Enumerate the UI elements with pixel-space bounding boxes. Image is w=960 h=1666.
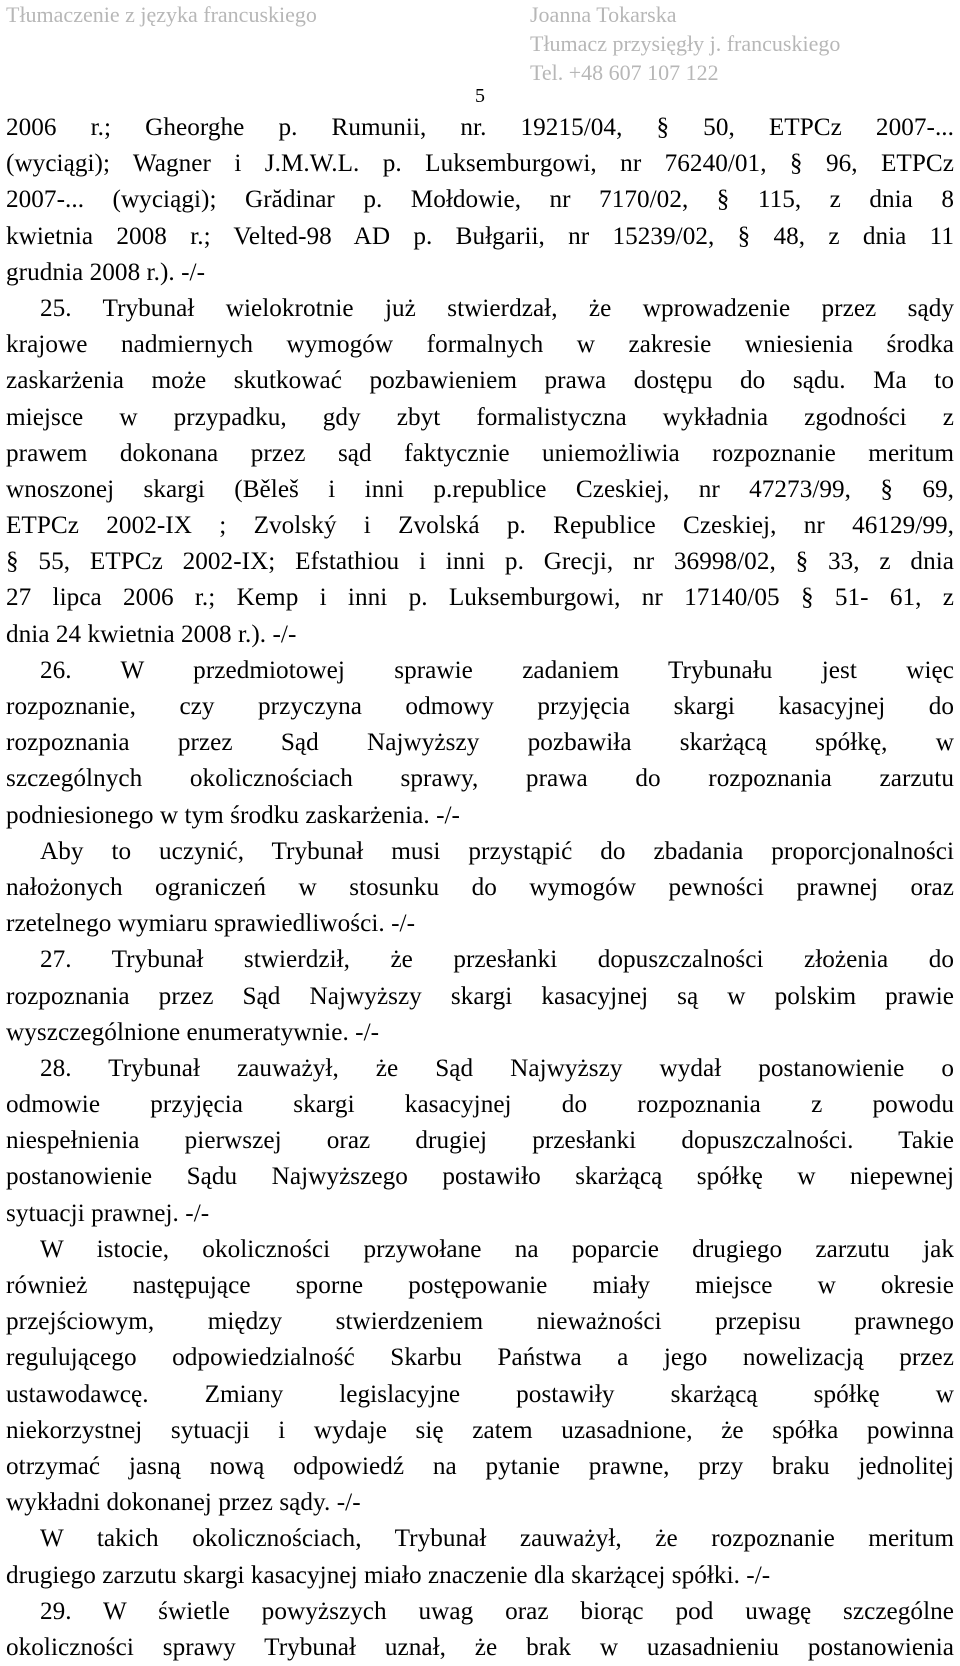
text-line: odmowie przyjęcia skargi kasacyjnej do rozpoznania z powodu	[6, 1091, 954, 1119]
text-line: 29. W świetle powyższych uwag oraz biorąc pod uwagę szczególne	[40, 1597, 954, 1625]
text-line: 27 lipca 2006 r.; Kemp i inni p. Luksemburgowi, nr 17140/05 § 51- 61, z	[6, 584, 954, 612]
text-line: grudnia 2008 r.). -/-	[6, 258, 206, 286]
page-number: 5	[475, 85, 485, 107]
document-body	[6, 110, 954, 1666]
text-line: ustawodawcę. Zmiany legislacyjne postawiły skarżącą spółkę w	[6, 1380, 954, 1408]
text-line: podniesionego w tym środku zaskarżenia. -/-	[6, 801, 460, 829]
text-line: 27. Trybunał stwierdził, że przesłanki dopuszczalności złożenia do	[40, 946, 954, 974]
text-line: § 55, ETPCz 2002-IX; Efstathiou i inni p. Grecji, nr 36998/02, § 33, z dnia	[6, 548, 954, 576]
text-line: okoliczności sprawy Trybunał uznał, że brak w uzasadnieniu postanowienia	[6, 1633, 954, 1661]
text-line: rozpoznania przez Sąd Najwyższy skargi kasacyjnej są w polskim prawie	[6, 982, 954, 1010]
text-line: Aby to uczynić, Trybunał musi przystąpić do zbadania proporcjonalności	[40, 837, 954, 865]
text-line: niekorzystnej sytuacji i wydaje się zatem uzasadnione, że spółka powinna	[6, 1416, 954, 1444]
text-line: 2006 r.; Gheorghe p. Rumunii, nr. 19215/04, § 50, ETPCz 2007-...	[6, 114, 954, 141]
text-line: regulującego odpowiedzialność Skarbu Państwa a jego nowelizacją przez	[6, 1344, 954, 1372]
text-line: wnoszonej skargi (Běleš i inni p.republice Czeskiej, nr 47273/99, § 69,	[6, 475, 954, 503]
translator-name: Joanna Tokarska	[530, 2, 677, 27]
text-line: 25. Trybunał wielokrotnie już stwierdzał, że wprowadzenie przez sądy	[40, 294, 954, 322]
text-line: postanowienie Sądu Najwyższego postawiło skarżącą spółkę w niepewnej	[6, 1163, 954, 1191]
text-line: przejściowym, między stwierdzeniem nieważności przepisu prawnego	[6, 1308, 954, 1336]
text-line: 26. W przedmiotowej sprawie zadaniem Trybunału jest więc	[40, 656, 954, 684]
text-line: dnia 24 kwietnia 2008 r.). -/-	[6, 620, 297, 648]
text-line: krajowe nadmiernych wymogów formalnych w zakresie wniesienia środka	[6, 331, 954, 359]
text-line: rozpoznania przez Sąd Najwyższy pozbawiła skarżącą spółkę, w	[6, 729, 954, 757]
text-line: kwietnia 2008 r.; Velted-98 AD p. Bułgarii, nr 15239/02, § 48, z dnia 11	[6, 222, 954, 250]
text-line: 2007-... (wyciągi); Grădinar p. Mołdowie, nr 7170/02, § 115, z dnia 8	[6, 186, 954, 214]
text-line: 28. Trybunał zauważył, że Sąd Najwyższy wydał postanowienie o	[40, 1054, 954, 1082]
text-line: zaskarżenia może skutkować pozbawieniem prawa dostępu do sądu. Ma to	[6, 367, 954, 395]
text-line: rzetelnego wymiaru sprawiedliwości. -/-	[6, 910, 416, 938]
text-line: (wyciągi); Wagner i J.M.W.L. p. Luksemburgowi, nr 76240/01, § 96, ETPCz	[6, 150, 954, 178]
page-header	[0, 0, 960, 90]
text-line: szczególnych okolicznościach sprawy, prawa do rozpoznania zarzutu	[6, 765, 954, 793]
translator-info	[530, 0, 840, 87]
text-line: ETPCz 2002-IX ; Zvolský i Zvolská p. Republice Czeskiej, nr 46129/99,	[6, 512, 954, 540]
text-line: W istocie, okoliczności przywołane na poparcie drugiego zarzutu jak	[40, 1235, 954, 1263]
text-line: miejsce w przypadku, gdy zbyt formalistyczna wykładnia zgodności z	[6, 403, 954, 431]
text-line: wykładni dokonanej przez sądy. -/-	[6, 1489, 361, 1517]
text-line: drugiego zarzutu skargi kasacyjnej miało znaczenie dla skarżącej spółki. -/-	[6, 1561, 771, 1589]
text-line: W takich okolicznościach, Trybunał zauważył, że rozpoznanie meritum	[40, 1525, 954, 1553]
text-line: wyszczególnione enumeratywnie. -/-	[6, 1018, 380, 1046]
header-source-language: Tłumaczenie z języka francuskiego	[6, 2, 317, 27]
text-line: prawem dokonana przez sąd faktycznie uniemożliwia rozpoznanie meritum	[6, 439, 954, 467]
translator-phone: Tel. +48 607 107 122	[530, 60, 719, 85]
text-line: niespełnienia pierwszej oraz drugiej przesłanki dopuszczalności. Takie	[6, 1127, 954, 1155]
text-line: nałożonych ograniczeń w stosunku do wymogów pewności prawnej oraz	[6, 873, 954, 901]
text-line: również następujące sporne postępowanie miały miejsce w okresie	[6, 1272, 954, 1299]
text-line: sytuacji prawnej. -/-	[6, 1199, 210, 1227]
translator-title: Tłumacz przysięgły j. francuskiego	[530, 31, 841, 56]
text-line: rozpoznanie, czy przyczyna odmowy przyjęcia skargi kasacyjnej do	[6, 693, 954, 720]
text-line: otrzymać jasną nową odpowiedź na pytanie prawne, przy braku jednolitej	[6, 1452, 954, 1480]
